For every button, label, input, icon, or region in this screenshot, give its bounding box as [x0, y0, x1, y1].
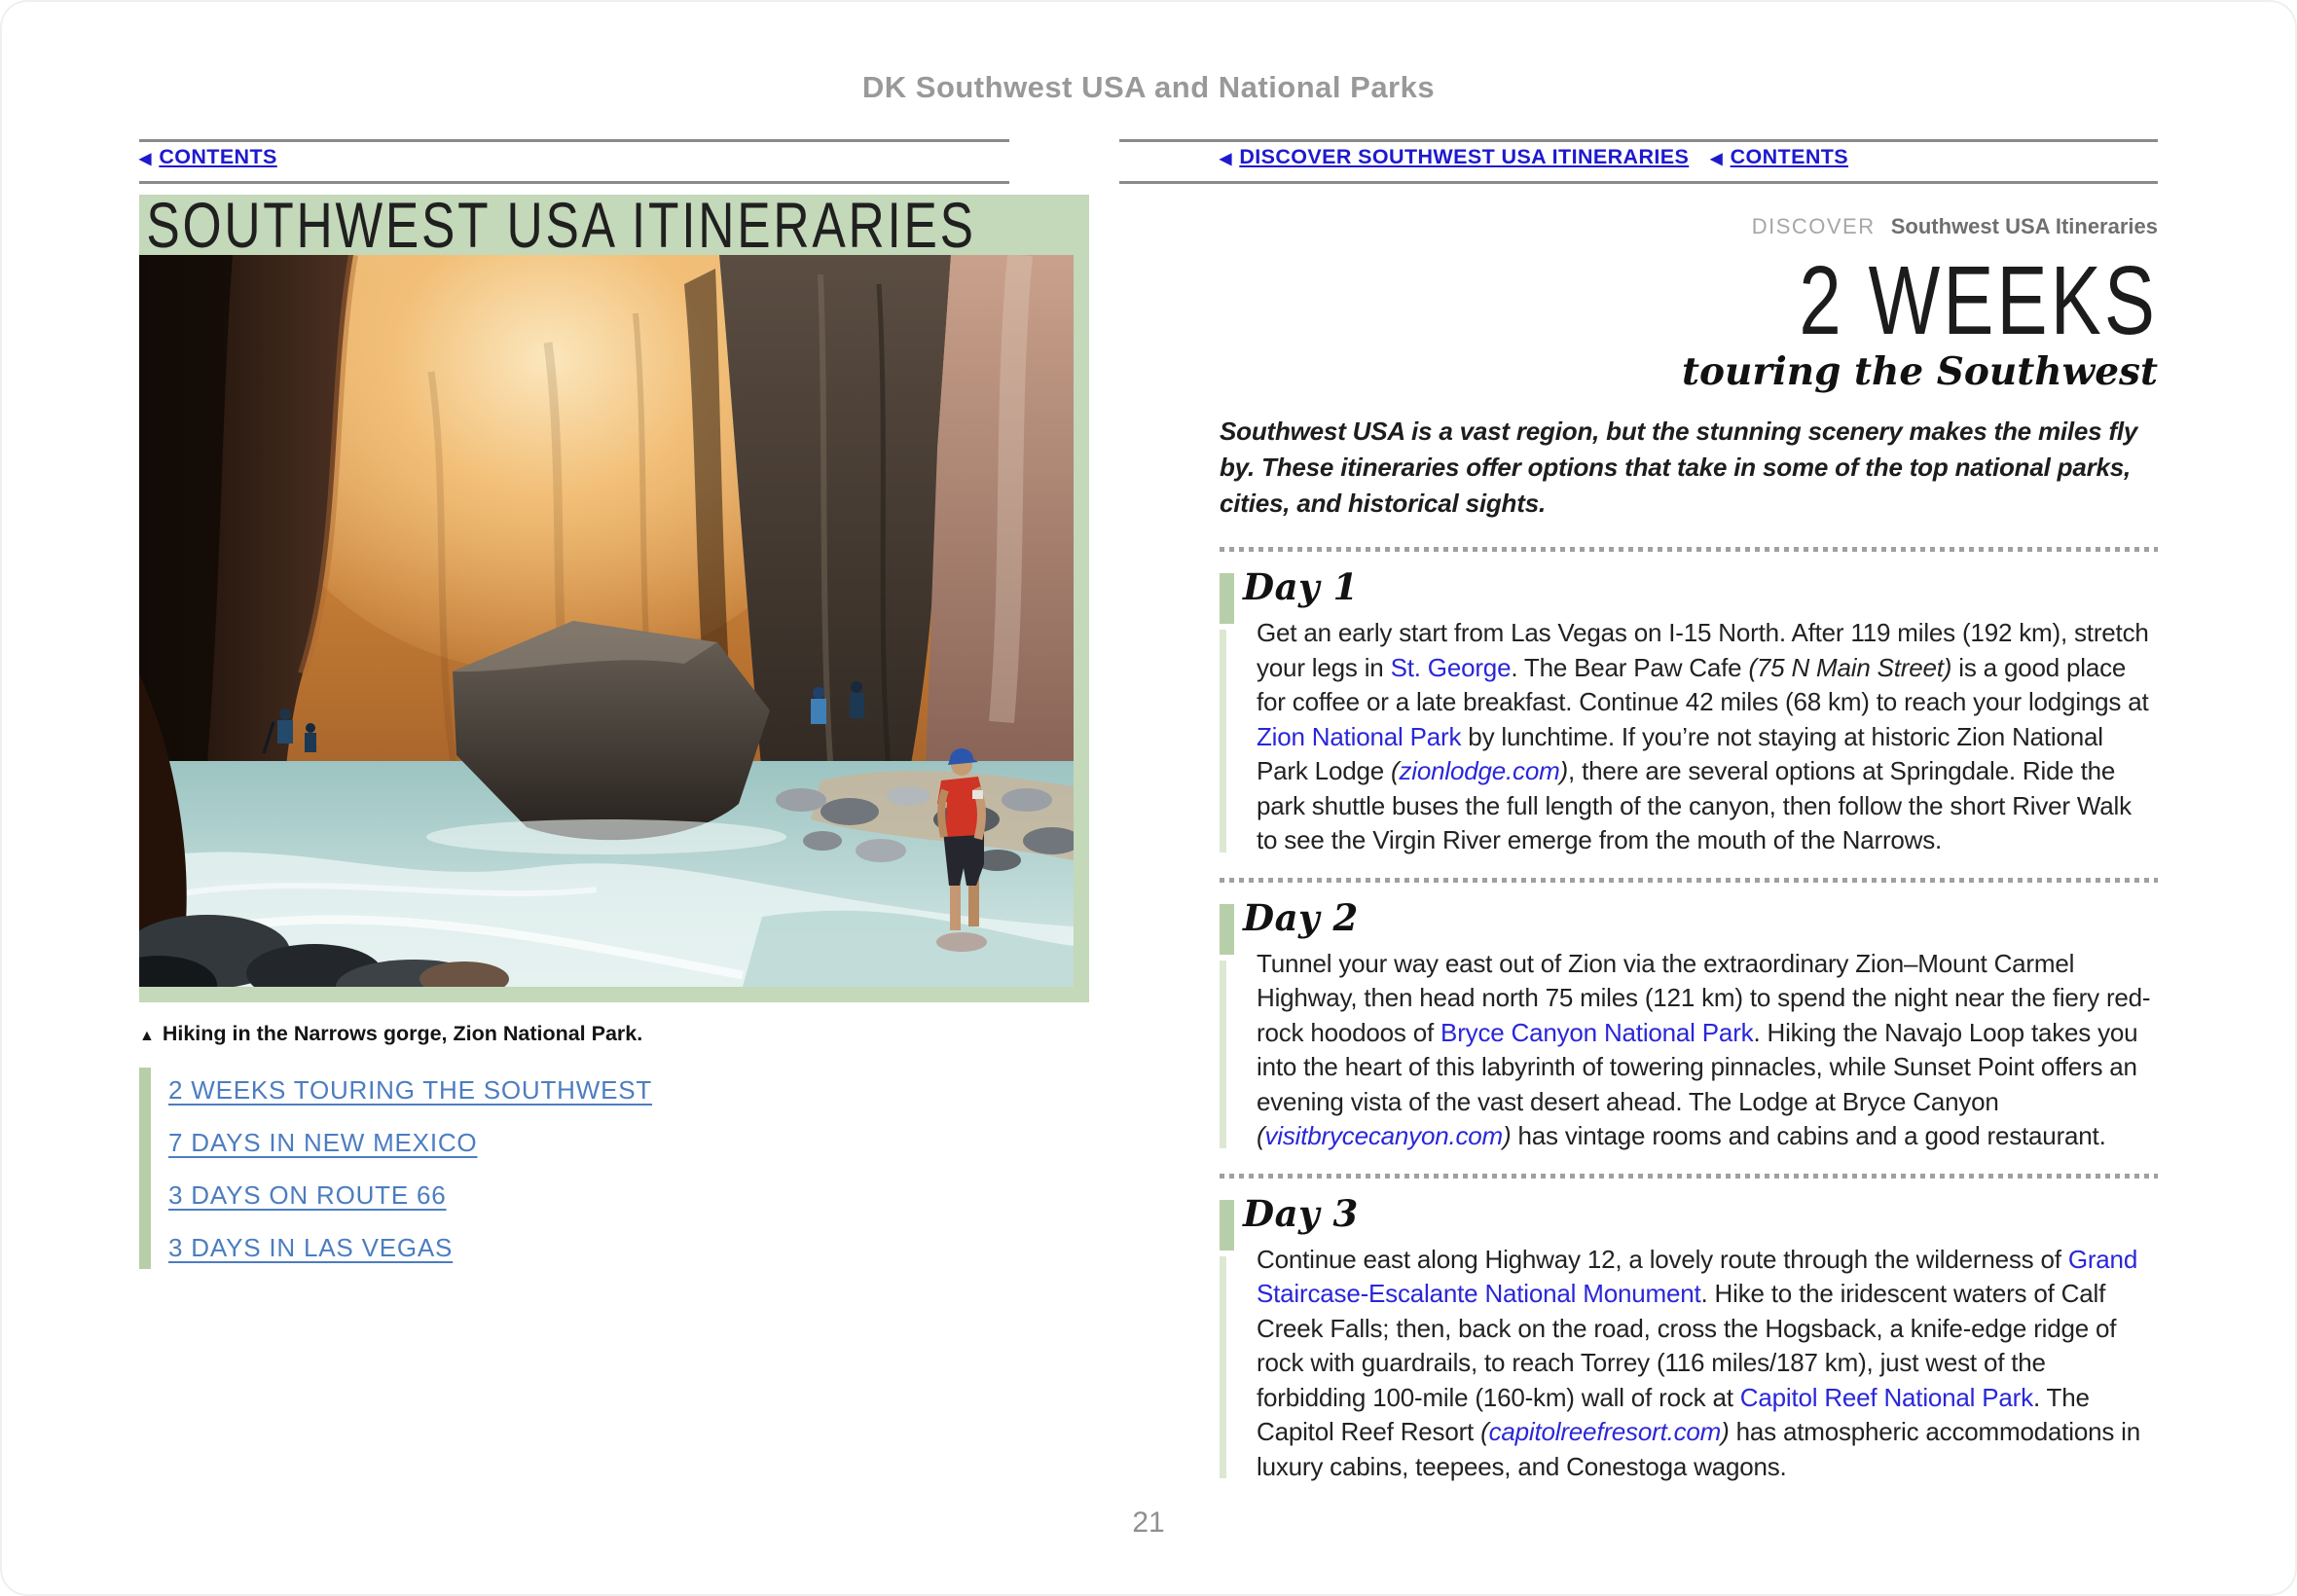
- narrows-photo: [139, 255, 1074, 987]
- left-page-nav: [139, 145, 277, 169]
- contents-link[interactable]: ◀ CONTENTS: [1710, 145, 1849, 168]
- back-triangle-icon: ◀: [1710, 151, 1723, 167]
- text-segment: , there are several options at Springdale. Ride the park shuttle buses the full length of the canyon, then follow the short River Walk to see the Virgin River emerge from the mouth of the Narrows.: [1257, 756, 2132, 854]
- text-segment: Tunnel your way east out of Zion via the extraordinary Zion–Mount Carmel Highway, then head north 75 miles (121 km) to spend the night near the fiery red-rock hoodoos of: [1257, 948, 2151, 1047]
- day-2-block: [1220, 896, 2158, 1154]
- page-title: 2 WEEKS: [1799, 246, 2158, 355]
- text-segment: Get an early start from Las Vegas on I-15 North. After 119 miles (192 km), stretch your legs in: [1257, 618, 2149, 682]
- text-segment: has vintage rooms and cabins and a good restaurant.: [1511, 1121, 2106, 1150]
- right-page-top-rule: [1119, 139, 2158, 142]
- contents-link[interactable]: ◀ CONTENTS: [139, 145, 277, 168]
- text-segment: . The Bear Paw Cafe: [1511, 652, 1749, 682]
- inline-link[interactable]: Grand Staircase-Escalante National Monument: [1257, 1244, 2138, 1308]
- text-segment: Continue east along Highway 12, a lovely route through the wilderness of: [1257, 1244, 2068, 1274]
- intro-paragraph: Southwest USA is a vast region, but the stunning scenery makes the miles fly by. These itineraries offer options that take in some of the top national parks, cities, and historical sights.: [1220, 417, 2138, 518]
- right-page-nav: [1220, 145, 1848, 169]
- chapter-banner-title: SOUTHWEST USA ITINERARIES: [146, 195, 976, 255]
- day-1-block: [1220, 565, 2158, 858]
- toc-link-las-vegas[interactable]: 3 DAYS IN LAS VEGAS: [168, 1233, 454, 1262]
- itinerary-toc: [139, 1068, 1089, 1269]
- inline-link[interactable]: Bryce Canyon National Park: [1440, 1017, 1754, 1047]
- breadcrumb-title: Southwest USA Itineraries: [1890, 214, 2158, 238]
- page-number: 21: [1132, 1506, 1165, 1539]
- toc-link-2-weeks[interactable]: 2 WEEKS TOURING THE SOUTHWEST: [168, 1075, 653, 1105]
- text-segment: (75 N Main Street): [1748, 652, 1952, 682]
- inline-link[interactable]: visitbrycecanyon.com: [1264, 1121, 1504, 1150]
- day-1-heading: Day 1: [1243, 565, 1359, 608]
- chapter-banner: [139, 195, 1074, 255]
- text-segment: is a good place for coffee or a late breakfast. Continue 42 miles (68 km) to reach your lodgings at: [1257, 652, 2149, 716]
- inline-link[interactable]: Capitol Reef National Park: [1739, 1382, 2033, 1412]
- text-segment: (: [1391, 756, 1400, 785]
- text-segment: . Hiking the Navajo Loop takes you into the heart of this labyrinth of towering pinnacles, while Sunset Point offers an evening vista of the vast desert ahead. The Lodge at Bryce Canyon: [1257, 1017, 2138, 1116]
- day-1-paragraph: [1257, 616, 2158, 858]
- text-segment: ): [1721, 1417, 1730, 1446]
- text-segment: (: [1257, 1121, 1265, 1150]
- breadcrumb: [1220, 214, 2158, 239]
- inline-link[interactable]: St. George: [1390, 652, 1512, 682]
- right-page-bottom-rule: [1119, 181, 2158, 184]
- day-2-paragraph: [1257, 947, 2158, 1154]
- inline-link[interactable]: capitolreefresort.com: [1488, 1417, 1722, 1446]
- photo-caption: ▲ Hiking in the Narrows gorge, Zion National Park.: [139, 1022, 643, 1045]
- day-3-heading: Day 3: [1243, 1191, 1359, 1235]
- day-3-paragraph: [1257, 1243, 2158, 1485]
- text-segment: ): [1559, 756, 1569, 785]
- toc-link-route-66[interactable]: 3 DAYS ON ROUTE 66: [168, 1180, 447, 1210]
- back-triangle-icon: ◀: [1220, 151, 1232, 167]
- text-segment: . Hike to the iridescent waters of Calf Creek Falls; then, back on the road, cross the Hogsback, a knife-edge ridge of rock with guardrails, to reach Torrey (116 miles/187 km), just west of the forbidding 100-mile (160-km) wall of rock at: [1257, 1279, 2117, 1412]
- dotted-divider: [1220, 1174, 2158, 1179]
- left-page-top-rule: [139, 139, 1009, 142]
- book-header-title: DK Southwest USA and National Parks: [861, 70, 1436, 104]
- back-triangle-icon: ◀: [139, 151, 152, 167]
- right-page: [1220, 206, 2158, 1484]
- toc-link-7-days[interactable]: 7 DAYS IN NEW MEXICO: [168, 1128, 478, 1157]
- breadcrumb-section: DISCOVER: [1751, 214, 1876, 238]
- text-segment: (: [1480, 1417, 1489, 1446]
- day-3-block: [1220, 1192, 2158, 1485]
- dotted-divider: [1220, 547, 2158, 552]
- discover-itineraries-link[interactable]: ◀ DISCOVER SOUTHWEST USA ITINERARIES: [1220, 145, 1690, 168]
- inline-link[interactable]: zionlodge.com: [1399, 756, 1560, 785]
- left-page-bottom-rule: [139, 181, 1009, 184]
- inline-link[interactable]: Zion National Park: [1257, 721, 1462, 751]
- page-subtitle: touring the Southwest: [1682, 349, 2158, 394]
- left-page: [139, 195, 1089, 1269]
- day-2-heading: Day 2: [1243, 895, 1359, 939]
- caption-triangle-icon: ▲: [139, 1028, 155, 1044]
- text-segment: by lunchtime. If you’re not staying at historic Zion National Park Lodge: [1257, 721, 2103, 785]
- text-segment: . The Capitol Reef Resort: [1257, 1382, 2090, 1446]
- text-segment: has atmospheric accommodations in luxury cabins, teepees, and Conestoga wagons.: [1257, 1417, 2141, 1481]
- text-segment: ): [1503, 1121, 1512, 1150]
- chapter-banner-frame: [139, 195, 1089, 1002]
- dotted-divider: [1220, 878, 2158, 883]
